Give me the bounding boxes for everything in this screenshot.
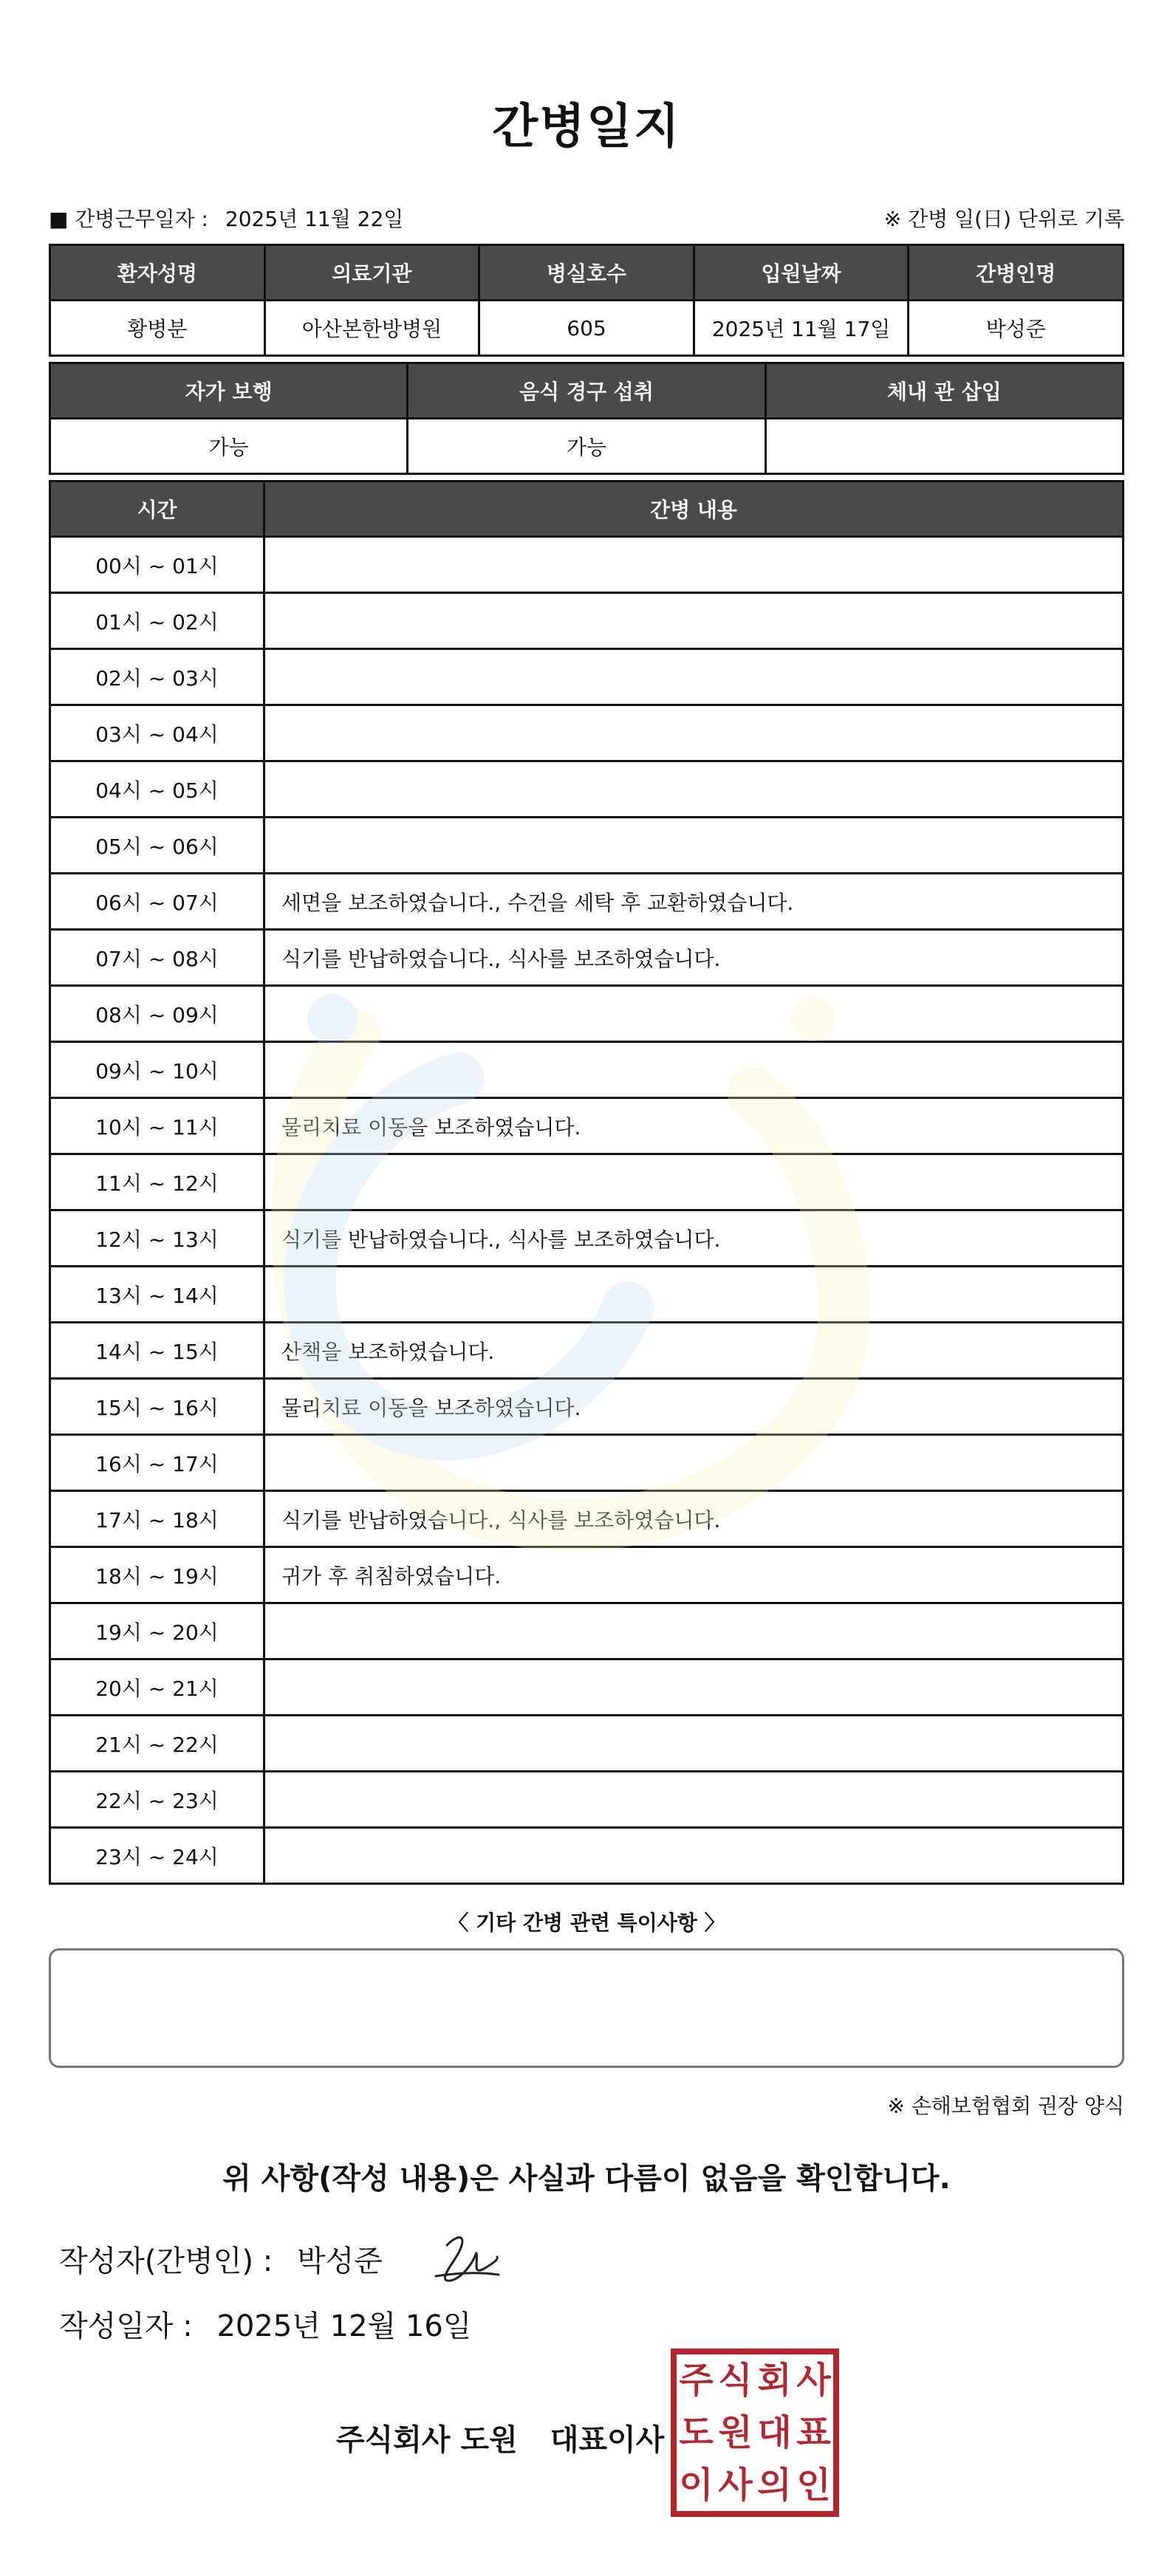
care-log-content: 귀가 후 취침하였습니다. [264, 1547, 1124, 1603]
seal-character: 사 [718, 2464, 753, 2506]
written-date-label: 작성일자 : [59, 2309, 193, 2343]
care-log-row [50, 1659, 1124, 1716]
care-log-content: 식기를 반납하였습니다., 식사를 보조하였습니다. [264, 1210, 1124, 1267]
seal-character: 이 [679, 2464, 714, 2506]
patient-info-value-row [50, 301, 1124, 356]
care-log-row [50, 705, 1124, 761]
written-date-line [59, 2303, 471, 2345]
care-log-time: 12시 ~ 13시 [50, 1210, 264, 1267]
seal-character: 도 [679, 2411, 714, 2453]
care-log-time: 08시 ~ 09시 [50, 986, 264, 1042]
header-hospital: 의료기관 [264, 245, 479, 301]
care-log-time: 18시 ~ 19시 [50, 1547, 264, 1603]
care-log-time: 03시 ~ 04시 [50, 705, 264, 761]
seal-character: 대 [757, 2411, 792, 2453]
care-log-row [50, 593, 1124, 649]
care-log-content: 식기를 반납하였습니다., 식사를 보조하였습니다. [264, 930, 1124, 986]
header-self-walking: 자가 보행 [50, 363, 408, 419]
header-room: 병실호수 [479, 245, 694, 301]
care-log-time: 13시 ~ 14시 [50, 1267, 264, 1323]
care-log-header-row [50, 482, 1124, 537]
writer-label: 작성자(간병인) : [59, 2244, 273, 2278]
confirmation-statement: 위 사항(작성 내용)은 사실과 다름이 없음을 확인합니다. [222, 2162, 951, 2196]
form-source-note: ※ 손해보험협회 권장 양식 [887, 2094, 1124, 2118]
care-log-time: 10시 ~ 11시 [50, 1098, 264, 1154]
company-seal-stamp [671, 2349, 839, 2517]
care-log-time: 11시 ~ 12시 [50, 1154, 264, 1210]
care-log-time: 02시 ~ 03시 [50, 649, 264, 705]
care-log-row [50, 1772, 1124, 1828]
care-log-time: 20시 ~ 21시 [50, 1659, 264, 1716]
writer-line [59, 2238, 383, 2280]
care-log-time: 19시 ~ 20시 [50, 1603, 264, 1659]
seal-character: 사 [796, 2360, 831, 2402]
care-log-content [264, 649, 1124, 705]
record-unit-note: ※ 간병 일(日) 단위로 기록 [883, 207, 1124, 231]
care-log-time: 22시 ~ 23시 [50, 1772, 264, 1828]
header-time: 시간 [50, 482, 264, 537]
hospital-name: 아산본한방병원 [264, 301, 479, 356]
self-walking-value: 가능 [50, 419, 408, 474]
work-date-line [49, 203, 403, 233]
care-log-content [264, 1716, 1124, 1772]
written-date-value: 2025년 12월 16일 [216, 2309, 472, 2343]
header-admission-date: 입원날짜 [694, 245, 909, 301]
care-log-content [264, 537, 1124, 593]
care-log-time: 14시 ~ 15시 [50, 1323, 264, 1379]
seal-character: 회 [757, 2360, 792, 2402]
care-log-time: 15시 ~ 16시 [50, 1379, 264, 1435]
seal-character: 주 [679, 2360, 714, 2402]
care-log-content: 물리치료 이동을 보조하였습니다. [264, 1098, 1124, 1154]
care-log-time: 05시 ~ 06시 [50, 818, 264, 874]
care-log-time: 00시 ~ 01시 [50, 537, 264, 593]
header-tube-insertion: 체내 관 삽입 [765, 363, 1123, 419]
company-signature-line [336, 2416, 664, 2459]
care-log-time: 04시 ~ 05시 [50, 761, 264, 818]
care-log-row [50, 1716, 1124, 1772]
watermark-logo-icon [244, 975, 923, 1625]
care-log-content [264, 593, 1124, 649]
patient-status-table [49, 362, 1124, 475]
care-log-content [264, 705, 1124, 761]
care-log-time: 01시 ~ 02시 [50, 593, 264, 649]
care-log-content: 식기를 반납하였습니다., 식사를 보조하였습니다. [264, 1491, 1124, 1547]
patient-name: 황병분 [50, 301, 265, 356]
care-log-row [50, 874, 1124, 930]
care-log-content: 산책을 보조하였습니다. [264, 1323, 1124, 1379]
room-number: 605 [479, 301, 694, 356]
care-log-time: 07시 ~ 08시 [50, 930, 264, 986]
header-patient-name: 환자성명 [50, 245, 265, 301]
caregiver-name: 박성준 [909, 301, 1124, 356]
care-log-time: 23시 ~ 24시 [50, 1828, 264, 1884]
admission-date: 2025년 11월 17일 [694, 301, 909, 356]
care-log-time: 06시 ~ 07시 [50, 874, 264, 930]
patient-status-header-row [50, 363, 1124, 419]
patient-info-header-row [50, 245, 1124, 301]
care-log-row [50, 537, 1124, 593]
seal-character: 표 [796, 2411, 831, 2453]
signature-icon [432, 2223, 502, 2289]
care-log-row [50, 1828, 1124, 1884]
care-log-time: 21시 ~ 22시 [50, 1716, 264, 1772]
seal-character: 의 [757, 2464, 792, 2506]
work-date-label: ■ 간병근무일자 : [49, 207, 208, 231]
seal-character: 인 [796, 2464, 831, 2506]
patient-info-table [49, 244, 1124, 357]
care-log-time: 17시 ~ 18시 [50, 1491, 264, 1547]
seal-character: 원 [718, 2411, 753, 2453]
special-notes-box [49, 1948, 1124, 2068]
oral-intake-value: 가능 [408, 419, 765, 474]
care-log-row [50, 761, 1124, 818]
care-log-row [50, 649, 1124, 705]
care-log-content [264, 1828, 1124, 1884]
care-log-content [264, 818, 1124, 874]
special-notes-label: 〈 기타 간병 관련 특이사항 〉 [448, 1911, 725, 1935]
work-date-value: 2025년 11월 22일 [225, 207, 404, 231]
tube-insertion-value [765, 419, 1123, 474]
care-log-content [264, 761, 1124, 818]
care-log-content [264, 1772, 1124, 1828]
care-log-content: 세면을 보조하였습니다., 수건을 세탁 후 교환하였습니다. [264, 874, 1124, 930]
care-log-content: 물리치료 이동을 보조하였습니다. [264, 1379, 1124, 1435]
company-ceo-title: 대표이사 [550, 2423, 665, 2457]
writer-name: 박성준 [296, 2244, 383, 2278]
care-log-time: 09시 ~ 10시 [50, 1042, 264, 1098]
care-log-row [50, 818, 1124, 874]
document-title: 간병일지 [492, 100, 681, 154]
care-log-content [264, 1659, 1124, 1716]
company-name: 주식회사 도원 [336, 2423, 518, 2457]
header-caregiver: 간병인명 [909, 245, 1124, 301]
header-care-content: 간병 내용 [264, 482, 1124, 537]
header-oral-intake: 음식 경구 섭취 [408, 363, 765, 419]
patient-status-value-row [50, 419, 1124, 474]
seal-character: 식 [718, 2360, 753, 2402]
care-log-time: 16시 ~ 17시 [50, 1435, 264, 1491]
